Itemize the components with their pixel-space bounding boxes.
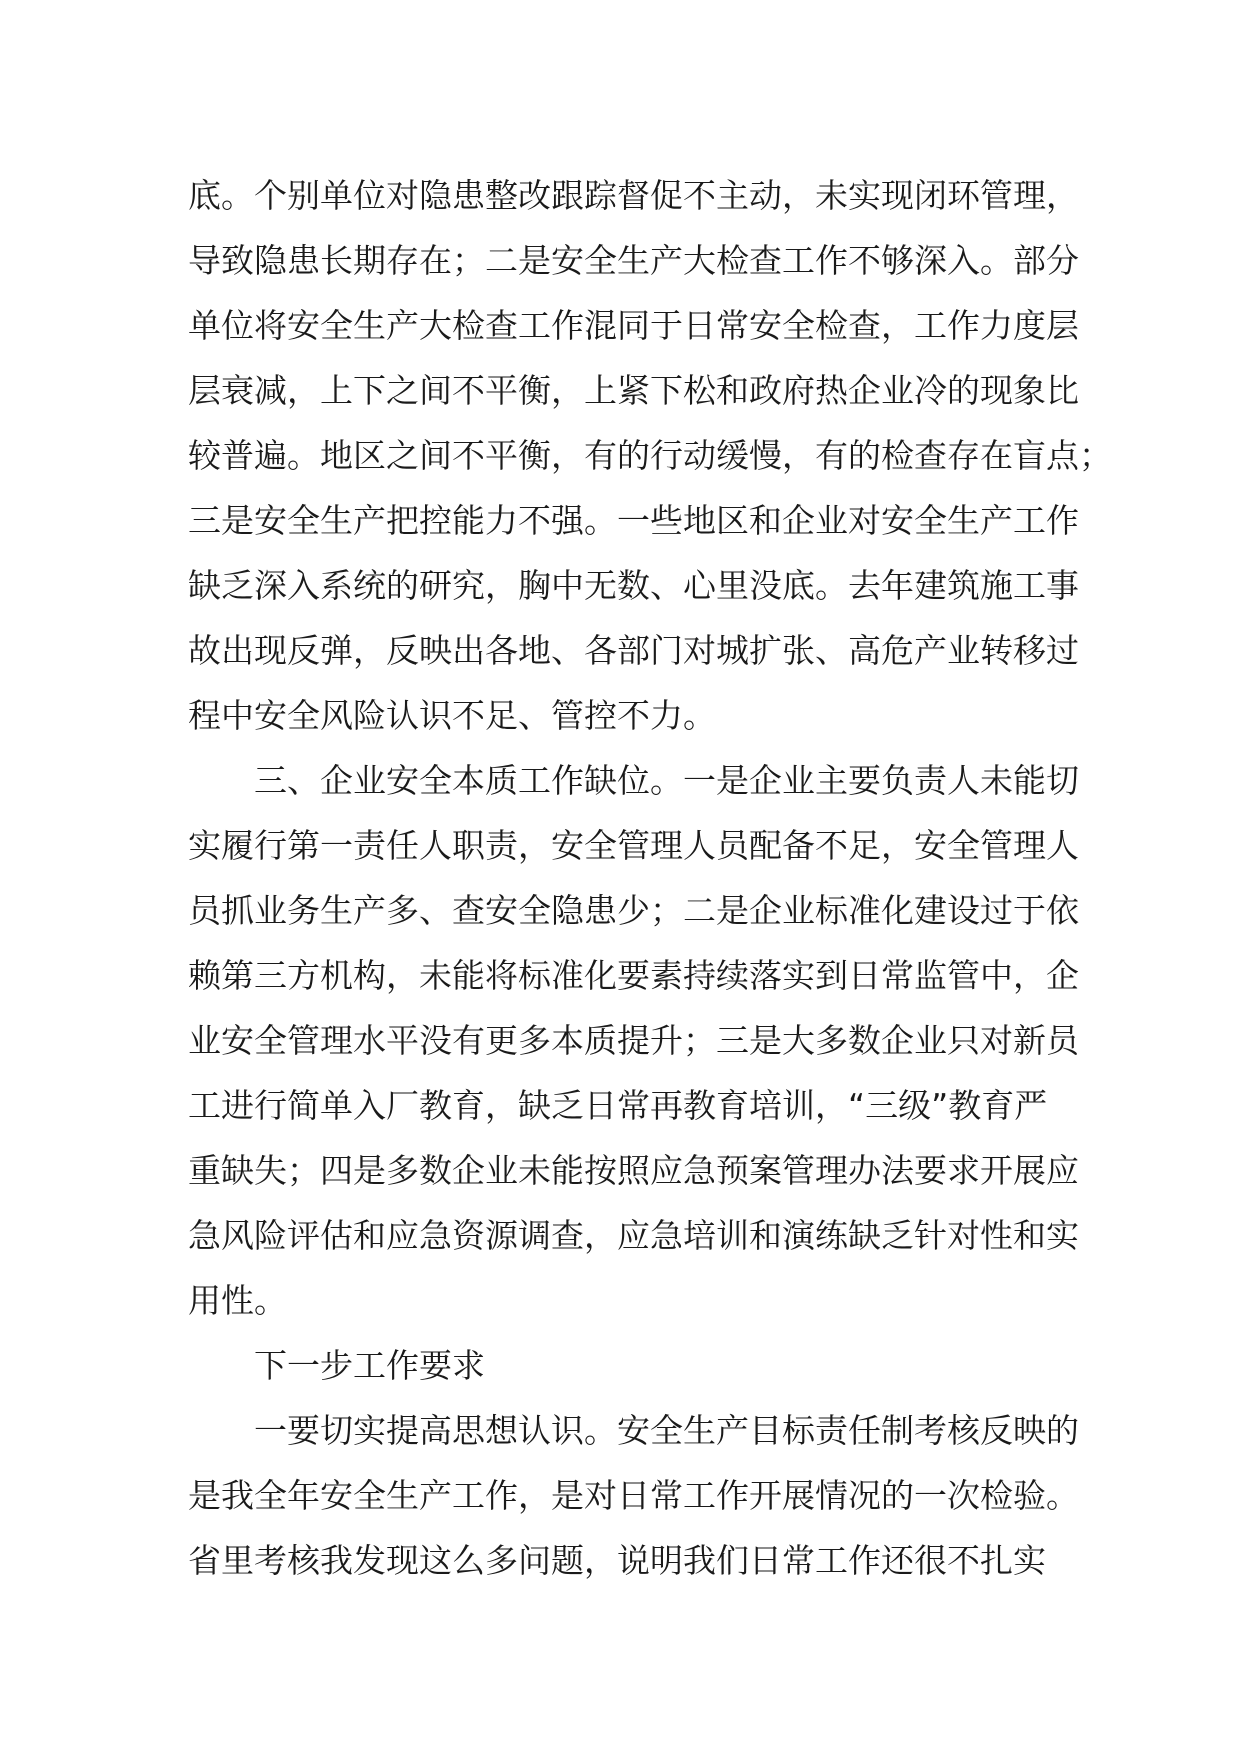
text-line: 层衰减，上下之间不平衡，上紧下松和政府热企业冷的现象比 [188,371,1079,410]
paragraph-start-line: 一要切实提高思想认识。安全生产目标责任制考核反映的 [254,1411,1079,1450]
text-line: 赖第三方机构，未能将标准化要素持续落实到日常监管中，企 [188,956,1079,995]
text-line: 三是安全生产把控能力不强。一些地区和企业对安全生产工作 [188,501,1079,540]
text-line: 员抓业务生产多、查安全隐患少；二是企业标准化建设过于依 [188,891,1079,930]
text-line: 较普遍。地区之间不平衡，有的行动缓慢，有的检查存在盲点； [188,436,1112,475]
section-heading: 下一步工作要求 [254,1346,485,1385]
text-line: 急风险评估和应急资源调查，应急培训和演练缺乏针对性和实 [188,1216,1079,1255]
text-line: 业安全管理水平没有更多本质提升；三是大多数企业只对新员 [188,1021,1079,1060]
text-line: 实履行第一责任人职责，安全管理人员配备不足，安全管理人 [188,826,1079,865]
text-line: 单位将安全生产大检查工作混同于日常安全检查，工作力度层 [188,306,1079,345]
text-line: 是我全年安全生产工作，是对日常工作开展情况的一次检验。 [188,1476,1079,1515]
text-line: 用性。 [188,1281,287,1320]
text-line: 缺乏深入系统的研究，胸中无数、心里没底。去年建筑施工事 [188,566,1079,605]
text-line: 底。个别单位对隐患整改跟踪督促不主动，未实现闭环管理， [188,176,1079,215]
text-line: 导致隐患长期存在；二是安全生产大检查工作不够深入。部分 [188,241,1079,280]
text-line: 故出现反弹，反映出各地、各部门对城扩张、高危产业转移过 [188,631,1079,670]
text-line: 省里考核我发现这么多问题，说明我们日常工作还很不扎实 [188,1541,1046,1580]
text-line: 程中安全风险认识不足、管控不力。 [188,696,716,735]
text-line: 工进行简单入厂教育，缺乏日常再教育培训，“三级”教育严 [188,1086,1048,1125]
document-body [188,163,1112,1593]
text-line: 重缺失；四是多数企业未能按照应急预案管理办法要求开展应 [188,1151,1079,1190]
paragraph-start-line: 三、企业安全本质工作缺位。一是企业主要负责人未能切 [254,761,1079,800]
